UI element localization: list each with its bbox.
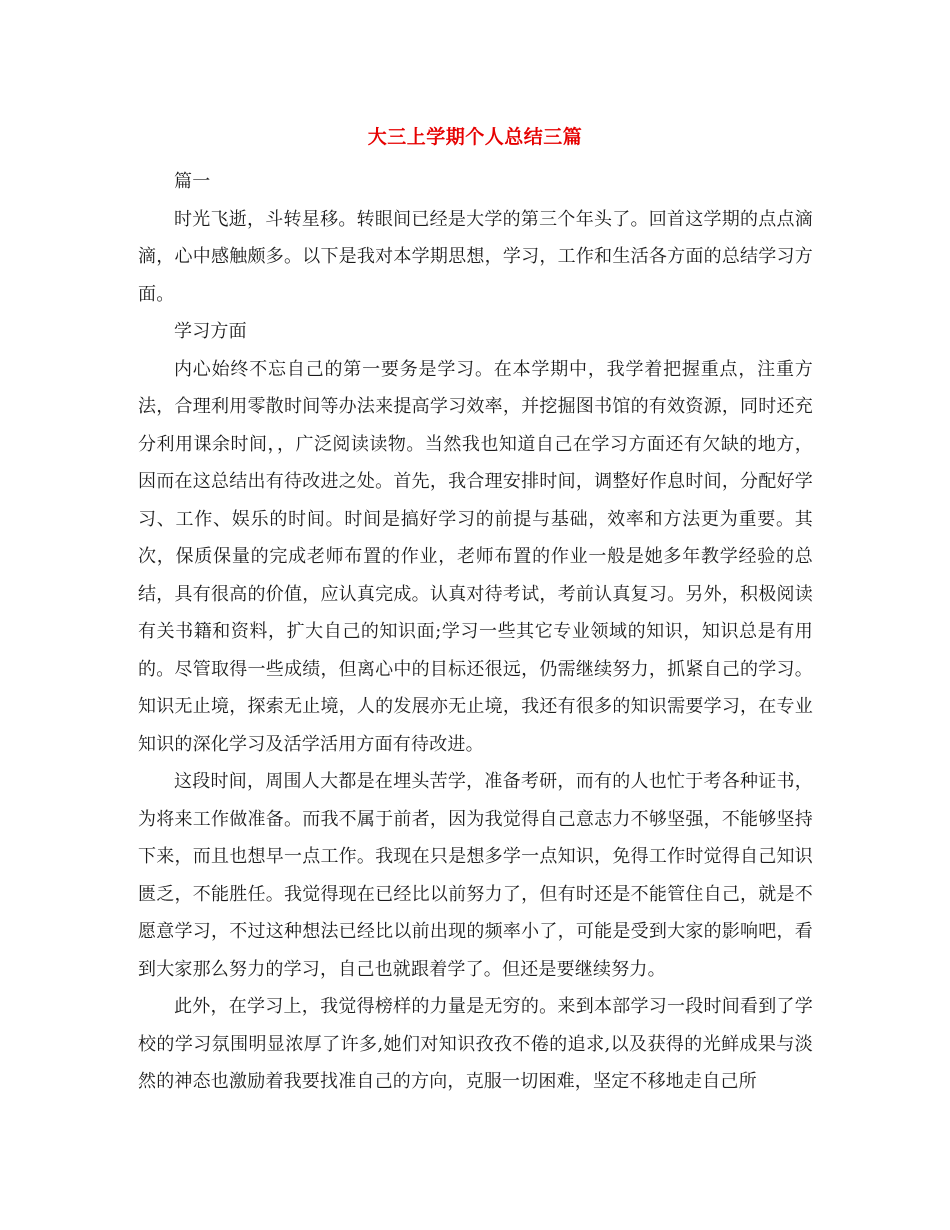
paragraph-peers: 这段时间，周围人大都是在埋头苦学，准备考研，而有的人也忙于考各种证书，为将来工作做准备。而我不属于前者，因为我觉得自己意志力不够坚强，不能够坚持下来，而且也想早一点工作。我现在只是想多学一点知识，免得工作时觉得自己知识匮乏，不能胜任。我觉得现在已经比以前努力了，但有时还是不能管住自己，就是不愿意学习，不过这种想法已经比以前出现的频率小了，可能是受到大家的影响吧，看到大家那么努力的学习，自己也就跟着学了。但还是要继续努力。 bbox=[138, 771, 813, 980]
document-title: 大三上学期个人总结三篇 bbox=[367, 126, 583, 148]
paragraph-study: 内心始终不忘自己的第一要务是学习。在本学期中，我学着把握重点，注重方法，合理利用零散时间等办法来提高学习效率，并挖掘图书馆的有效资源，同时还充分利用课余时间，，广泛阅读读物。当然我也知道自己在学习方面还有欠缺的地方，因而在这总结出有待改进之处。首先，我合理安排时间，调整好作息时间，分配好学习、工作、娱乐的时间。时间是搞好学习的前提与基础，效率和方法更为重要。其次，保质保量的完成老师布置的作业，老师布置的作业一般是她多年教学经验的总结，具有很高的价值，应认真完成。认真对待考试，考前认真复习。另外，积极阅读有关书籍和资料，扩大自己的知识面;学习一些其它专业领域的知识，知识总是有用的。尽管取得一些成绩，但离心中的目标还很远，仍需继续努力，抓紧自己的学习。知识无止境，探索无止境，人的发展亦无止境，我还有很多的知识需要学习，在专业知识的深化学习及活学活用方面有待改进。 bbox=[138, 358, 813, 755]
subheading-study: 学习方面 bbox=[174, 321, 247, 342]
document-body bbox=[138, 163, 813, 1101]
section-label: 篇一 bbox=[174, 171, 211, 192]
paragraph-role-models: 此外，在学习上，我觉得榜样的力量是无穷的。来到本部学习一段时间看到了学校的学习氛围明显浓厚了许多,她们对知识孜孜不倦的追求,以及获得的光鲜成果与淡然的神态也激励着我要找准自己的方向，克服一切困难，坚定不移地走自己所 bbox=[138, 996, 813, 1092]
intro-paragraph: 时光飞逝，斗转星移。转眼间已经是大学的第三个年头了。回首这学期的点点滴滴，心中感触颇多。以下是我对本学期思想，学习，工作和生活各方面的总结学习方面。 bbox=[138, 208, 813, 305]
